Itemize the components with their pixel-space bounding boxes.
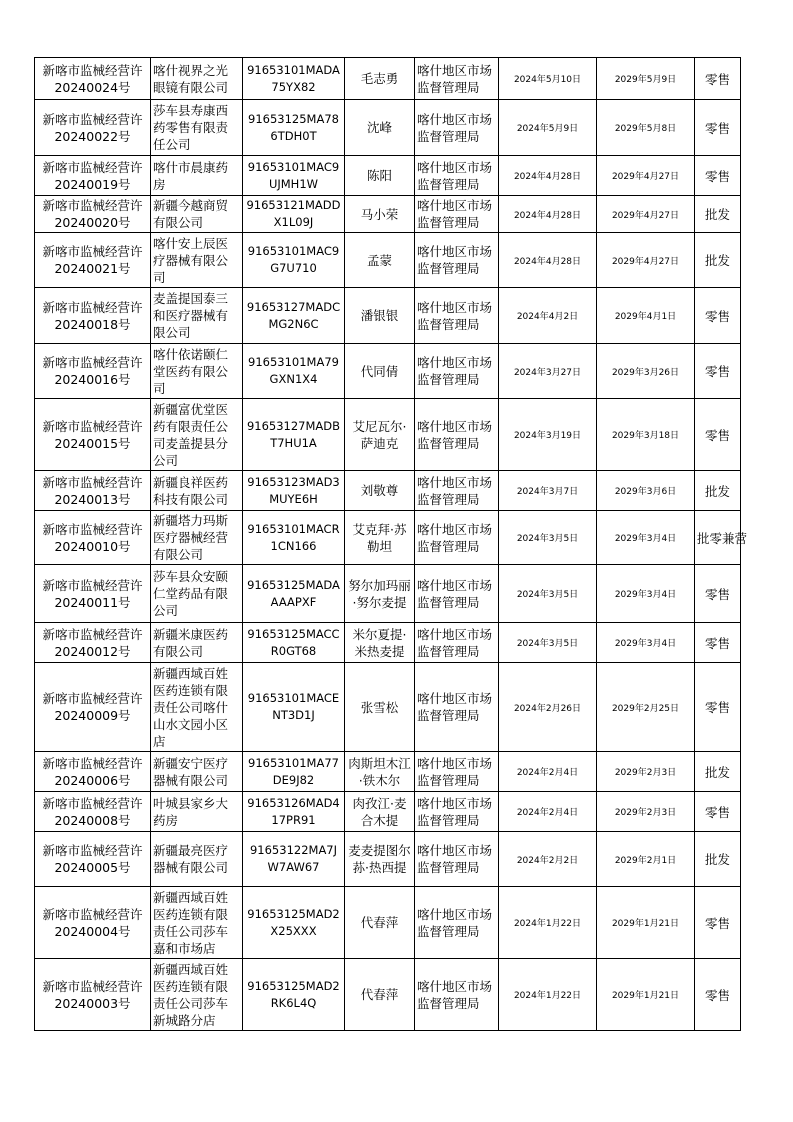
business-type-cell: 批发 (695, 233, 741, 288)
credit-code-cell: 91653121MADDX1L09J (243, 196, 345, 233)
license-number-cell: 新喀市监械经营许20240003号 (35, 959, 151, 1031)
license-number-cell: 新喀市监械经营许20240016号 (35, 344, 151, 399)
expiry-date-cell: 2029年3月4日 (597, 623, 695, 663)
issue-date-cell: 2024年3月19日 (499, 399, 597, 471)
issuing-authority-cell: 喀什地区市场监督管理局 (415, 663, 499, 752)
issue-date-cell: 2024年3月27日 (499, 344, 597, 399)
table-row (35, 959, 741, 1031)
expiry-date-cell: 2029年1月21日 (597, 959, 695, 1031)
license-number-cell: 新喀市监械经营许20240012号 (35, 623, 151, 663)
table-row (35, 399, 741, 471)
expiry-date-cell: 2029年2月3日 (597, 792, 695, 832)
responsible-person-cell: 麦麦提图尔荪·热西提 (345, 832, 415, 887)
responsible-person-cell: 张雪松 (345, 663, 415, 752)
business-type-cell: 零售 (695, 399, 741, 471)
issuing-authority-cell: 喀什地区市场监督管理局 (415, 792, 499, 832)
credit-code-cell: 91653125MAD2RK6L4Q (243, 959, 345, 1031)
issuing-authority-cell: 喀什地区市场监督管理局 (415, 233, 499, 288)
license-number-cell: 新喀市监械经营许20240006号 (35, 752, 151, 792)
table-row (35, 58, 741, 100)
credit-code-cell: 91653101MA77DE9J82 (243, 752, 345, 792)
responsible-person-cell: 代同倩 (345, 344, 415, 399)
license-number-cell: 新喀市监械经营许20240013号 (35, 471, 151, 511)
company-name-cell: 莎车县众安颐仁堂药品有限公司 (151, 565, 243, 623)
expiry-date-cell: 2029年3月6日 (597, 471, 695, 511)
table-row (35, 288, 741, 344)
company-name-cell: 新疆西域百姓医药连锁有限责任公司莎车嘉和市场店 (151, 887, 243, 959)
company-name-cell: 新疆西域百姓医药连锁有限责任公司莎车新城路分店 (151, 959, 243, 1031)
issue-date-cell: 2024年1月22日 (499, 959, 597, 1031)
credit-code-cell: 91653101MAC9G7U710 (243, 233, 345, 288)
issue-date-cell: 2024年4月2日 (499, 288, 597, 344)
table-row (35, 344, 741, 399)
license-number-cell: 新喀市监械经营许20240010号 (35, 511, 151, 565)
responsible-person-cell: 代春萍 (345, 887, 415, 959)
issuing-authority-cell: 喀什地区市场监督管理局 (415, 623, 499, 663)
company-name-cell: 莎车县寿康西药零售有限责任公司 (151, 100, 243, 156)
issuing-authority-cell: 喀什地区市场监督管理局 (415, 100, 499, 156)
table-row (35, 832, 741, 887)
license-number-cell: 新喀市监械经营许20240024号 (35, 58, 151, 100)
responsible-person-cell: 代春萍 (345, 959, 415, 1031)
license-number-cell: 新喀市监械经营许20240019号 (35, 156, 151, 196)
expiry-date-cell: 2029年3月4日 (597, 565, 695, 623)
credit-code-cell: 91653101MAC9UJMH1W (243, 156, 345, 196)
table-row (35, 565, 741, 623)
business-type-cell: 零售 (695, 887, 741, 959)
credit-code-cell: 91653101MADA75YX82 (243, 58, 345, 100)
business-type-cell: 零售 (695, 959, 741, 1031)
responsible-person-cell: 肉孜江·麦合木提 (345, 792, 415, 832)
credit-code-cell: 91653122MA7JW7AW67 (243, 832, 345, 887)
table-row (35, 511, 741, 565)
responsible-person-cell: 努尔加玛丽·努尔麦提 (345, 565, 415, 623)
expiry-date-cell: 2029年2月3日 (597, 752, 695, 792)
table-row (35, 233, 741, 288)
responsible-person-cell: 刘敬尊 (345, 471, 415, 511)
business-type-cell: 零售 (695, 156, 741, 196)
credit-code-cell: 91653125MA786TDH0T (243, 100, 345, 156)
license-number-cell: 新喀市监械经营许20240020号 (35, 196, 151, 233)
business-type-cell: 零售 (695, 623, 741, 663)
business-type-cell: 零售 (695, 792, 741, 832)
issue-date-cell: 2024年3月5日 (499, 511, 597, 565)
responsible-person-cell: 艾尼瓦尔·萨迪克 (345, 399, 415, 471)
responsible-person-cell: 米尔夏提·米热麦提 (345, 623, 415, 663)
issuing-authority-cell: 喀什地区市场监督管理局 (415, 344, 499, 399)
business-type-cell: 批发 (695, 196, 741, 233)
issue-date-cell: 2024年2月26日 (499, 663, 597, 752)
license-number-cell: 新喀市监械经营许20240015号 (35, 399, 151, 471)
table-row (35, 623, 741, 663)
responsible-person-cell: 陈阳 (345, 156, 415, 196)
responsible-person-cell: 毛志勇 (345, 58, 415, 100)
expiry-date-cell: 2029年5月8日 (597, 100, 695, 156)
issue-date-cell: 2024年2月2日 (499, 832, 597, 887)
issuing-authority-cell: 喀什地区市场监督管理局 (415, 196, 499, 233)
table-row (35, 887, 741, 959)
company-name-cell: 新疆最亮医疗器械有限公司 (151, 832, 243, 887)
responsible-person-cell: 艾克拜·苏勒坦 (345, 511, 415, 565)
company-name-cell: 叶城县家乡大药房 (151, 792, 243, 832)
company-name-cell: 新疆米康医药有限公司 (151, 623, 243, 663)
business-type-cell: 零售 (695, 565, 741, 623)
issue-date-cell: 2024年4月28日 (499, 233, 597, 288)
company-name-cell: 喀什安上辰医疗器械有限公司 (151, 233, 243, 288)
responsible-person-cell: 孟蒙 (345, 233, 415, 288)
table-row (35, 196, 741, 233)
responsible-person-cell: 沈峰 (345, 100, 415, 156)
expiry-date-cell: 2029年2月1日 (597, 832, 695, 887)
license-table (34, 57, 748, 1031)
business-type-cell: 批发 (695, 471, 741, 511)
issue-date-cell: 2024年3月5日 (499, 623, 597, 663)
license-number-cell: 新喀市监械经营许20240009号 (35, 663, 151, 752)
expiry-date-cell: 2029年4月1日 (597, 288, 695, 344)
issuing-authority-cell: 喀什地区市场监督管理局 (415, 565, 499, 623)
license-number-cell: 新喀市监械经营许20240008号 (35, 792, 151, 832)
license-number-cell: 新喀市监械经营许20240011号 (35, 565, 151, 623)
expiry-date-cell: 2029年4月27日 (597, 156, 695, 196)
issue-date-cell: 2024年2月4日 (499, 752, 597, 792)
responsible-person-cell: 马小荣 (345, 196, 415, 233)
issuing-authority-cell: 喀什地区市场监督管理局 (415, 511, 499, 565)
issuing-authority-cell: 喀什地区市场监督管理局 (415, 471, 499, 511)
business-type-cell: 零售 (695, 663, 741, 752)
credit-code-cell: 91653127MADBT7HU1A (243, 399, 345, 471)
credit-code-cell: 91653125MAD2X25XXX (243, 887, 345, 959)
issue-date-cell: 2024年5月9日 (499, 100, 597, 156)
company-name-cell: 喀什视界之光眼镜有限公司 (151, 58, 243, 100)
issue-date-cell: 2024年5月10日 (499, 58, 597, 100)
company-name-cell: 新疆良祥医药科技有限公司 (151, 471, 243, 511)
company-name-cell: 新疆今越商贸有限公司 (151, 196, 243, 233)
company-name-cell: 新疆西域百姓医药连锁有限责任公司喀什山水文园小区店 (151, 663, 243, 752)
company-name-cell: 喀什依诺颐仁堂医药有限公司 (151, 344, 243, 399)
expiry-date-cell: 2029年1月21日 (597, 887, 695, 959)
issue-date-cell: 2024年3月7日 (499, 471, 597, 511)
license-number-cell: 新喀市监械经营许20240005号 (35, 832, 151, 887)
business-type-cell: 零售 (695, 344, 741, 399)
issuing-authority-cell: 喀什地区市场监督管理局 (415, 887, 499, 959)
table-row (35, 100, 741, 156)
company-name-cell: 新疆富优堂医药有限责任公司麦盖提县分公司 (151, 399, 243, 471)
issuing-authority-cell: 喀什地区市场监督管理局 (415, 288, 499, 344)
license-number-cell: 新喀市监械经营许20240021号 (35, 233, 151, 288)
issue-date-cell: 2024年4月28日 (499, 156, 597, 196)
expiry-date-cell: 2029年2月25日 (597, 663, 695, 752)
table-row (35, 663, 741, 752)
business-type-cell: 零售 (695, 288, 741, 344)
credit-code-cell: 91653101MA79GXN1X4 (243, 344, 345, 399)
credit-code-cell: 91653127MADCMG2N6C (243, 288, 345, 344)
credit-code-cell: 91653123MAD3MUYE6H (243, 471, 345, 511)
license-number-cell: 新喀市监械经营许20240004号 (35, 887, 151, 959)
credit-code-cell: 91653101MACR1CN166 (243, 511, 345, 565)
issue-date-cell: 2024年1月22日 (499, 887, 597, 959)
issuing-authority-cell: 喀什地区市场监督管理局 (415, 959, 499, 1031)
business-type-cell: 零售 (695, 58, 741, 100)
issuing-authority-cell: 喀什地区市场监督管理局 (415, 832, 499, 887)
issue-date-cell: 2024年4月28日 (499, 196, 597, 233)
credit-code-cell: 91653125MACCR0GT68 (243, 623, 345, 663)
issue-date-cell: 2024年2月4日 (499, 792, 597, 832)
license-number-cell: 新喀市监械经营许20240018号 (35, 288, 151, 344)
expiry-date-cell: 2029年5月9日 (597, 58, 695, 100)
table-row (35, 156, 741, 196)
business-type-cell: 批发 (695, 752, 741, 792)
responsible-person-cell: 肉斯坦木江·铁木尔 (345, 752, 415, 792)
expiry-date-cell: 2029年4月27日 (597, 196, 695, 233)
issuing-authority-cell: 喀什地区市场监督管理局 (415, 752, 499, 792)
credit-code-cell: 91653101MACENT3D1J (243, 663, 345, 752)
issuing-authority-cell: 喀什地区市场监督管理局 (415, 58, 499, 100)
company-name-cell: 新疆塔力玛斯医疗器械经营有限公司 (151, 511, 243, 565)
expiry-date-cell: 2029年3月18日 (597, 399, 695, 471)
company-name-cell: 新疆安宁医疗器械有限公司 (151, 752, 243, 792)
business-type-cell: 批零兼营 (695, 511, 741, 565)
credit-code-cell: 91653125MADAAAAPXF (243, 565, 345, 623)
company-name-cell: 喀什市晨康药房 (151, 156, 243, 196)
license-number-cell: 新喀市监械经营许20240022号 (35, 100, 151, 156)
expiry-date-cell: 2029年3月26日 (597, 344, 695, 399)
table-row (35, 752, 741, 792)
issuing-authority-cell: 喀什地区市场监督管理局 (415, 399, 499, 471)
responsible-person-cell: 潘银银 (345, 288, 415, 344)
expiry-date-cell: 2029年3月4日 (597, 511, 695, 565)
table-row (35, 792, 741, 832)
issue-date-cell: 2024年3月5日 (499, 565, 597, 623)
expiry-date-cell: 2029年4月27日 (597, 233, 695, 288)
issuing-authority-cell: 喀什地区市场监督管理局 (415, 156, 499, 196)
table-row (35, 471, 741, 511)
company-name-cell: 麦盖提国泰三和医疗器械有限公司 (151, 288, 243, 344)
business-type-cell: 零售 (695, 100, 741, 156)
credit-code-cell: 91653126MAD417PR91 (243, 792, 345, 832)
business-type-cell: 批发 (695, 832, 741, 887)
